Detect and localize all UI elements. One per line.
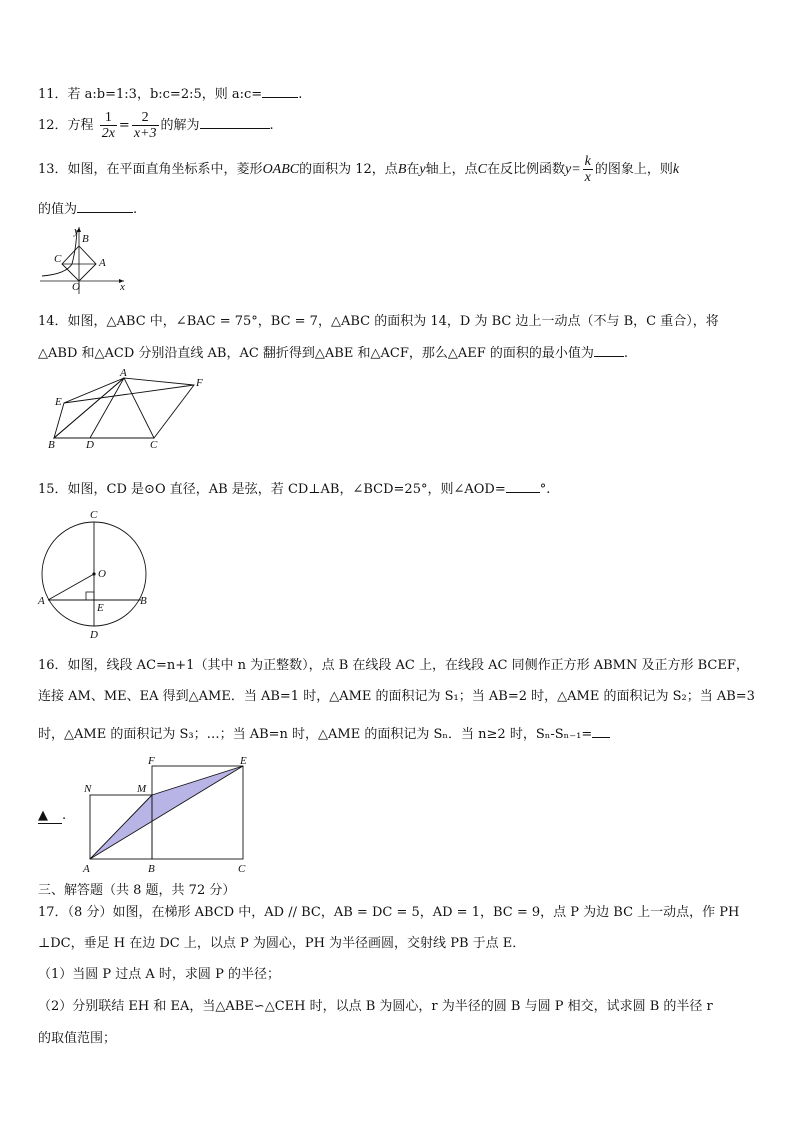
question-16-line3: 时，△AME 的面积记为 S₃；…；当 AB=n 时，△AME 的面积记为 Sₙ．当 n≥2 时，Sₙ-Sₙ₋₁= [38,724,610,744]
question-17-part2-line2: 的取值范围； [38,1031,117,1046]
svg-text:E: E [97,602,104,614]
svg-text:E: E [55,396,62,408]
question-17-part2: （2）分别联结 EH 和 EA，当△ABE∽△CEH 时，以点 B 为圆心，r 为半径的圆 B 与圆 P 相交，试求圆 B 的半径 r [38,999,713,1014]
svg-text:C: C [238,863,246,875]
svg-text:A: A [83,863,90,875]
figure-15 [36,507,151,642]
question-17-part1: （1）当圆 P 过点 A 时，求圆 P 的半径； [38,967,280,982]
svg-text:O: O [98,568,106,580]
figure-13 [36,224,131,296]
answer-blank [262,84,298,98]
question-12: 12．方程 $\frac{1}{2x}$ = $\frac{2}{x+3}$ 的解为 . [38,110,274,141]
question-16-line2: 连接 AM、ME、EA 得到△AME．当 AB=1 时，△AME 的面积记为 S₁；当 AB=2 时，△AME 的面积记为 S₂；当 AB=3 [38,689,755,704]
svg-text:x: x [120,281,125,293]
svg-text:A: A [120,367,127,379]
question-17: 17．（8 分）如图，在梯形 ABCD 中，AD // BC，AB = DC = 5，AD = 1，BC = 9，点 P 为边 BC 上一动点，作 PH [38,905,740,920]
question-16-answer: ▲ . [38,808,67,823]
question-11: 11．若 a:b=1:3，b:c=2:5，则 a:c= . [38,84,302,104]
question-17-line2: ⊥DC，垂足 H 在边 DC 上，以点 P 为圆心，PH 为半径画圆，交射线 PB 于点 E． [38,936,526,951]
svg-text:O: O [72,281,80,293]
svg-text:y: y [74,225,79,237]
svg-text:M: M [137,783,147,795]
answer-blank [77,199,133,213]
answer-blank [200,115,270,129]
svg-text:C: C [90,509,98,521]
question-14-line2: △ABD 和△ACD 分别沿直线 AB，AC 翻折得到△ABE 和△ACF，那么△AEF 的面积的最小值为 . [38,343,628,363]
answer-blank [592,724,610,738]
question-14: 14．如图，△ABC 中，∠BAC = 75°，BC = 7，△ABC 的面积为 14，D 为 BC 边上一动点（不与 B，C 重合），将 [38,314,719,329]
answer-blank [594,343,624,357]
svg-text:A: A [99,257,106,269]
question-15: 15．如图，CD 是⊙O 直径，AB 是弦，若 CD⊥AB，∠BCD=25°，则∠AOD= °. [38,479,550,499]
figure-16 [80,754,255,876]
question-13: 13．如图，在平面直角坐标系中，菱形OABC的面积为 12，点B在y轴上，点C在反比例函数y= $\frac{k}{x}$ 的图象上，则k [38,154,680,185]
svg-text:D: D [86,439,94,451]
fraction-right: $\frac{2}{x+3}$ [133,110,157,141]
svg-text:B: B [82,233,89,245]
svg-text:D: D [90,629,98,641]
svg-text:E: E [240,755,247,767]
figure-14 [44,366,209,451]
question-16: 16．如图，线段 AC=n+1（其中 n 为正整数），点 B 在线段 AC 上，在线段 AC 同侧作正方形 ABMN 及正方形 BCEF， [38,658,749,673]
answer-blank [506,479,540,493]
question-13-line2: 的值为 . [38,199,137,219]
svg-text:B: B [148,863,155,875]
svg-text:B: B [140,595,147,607]
svg-text:A: A [38,595,45,607]
fraction-left: $\frac{1}{2x}$ [101,110,115,141]
svg-text:C: C [150,439,158,451]
svg-text:B: B [48,439,55,451]
svg-text:F: F [196,377,203,389]
section-heading: 三、解答题（共 8 题，共 72 分） [38,883,236,898]
svg-text:C: C [54,253,62,265]
svg-text:F: F [148,755,155,767]
svg-text:N: N [84,783,92,795]
